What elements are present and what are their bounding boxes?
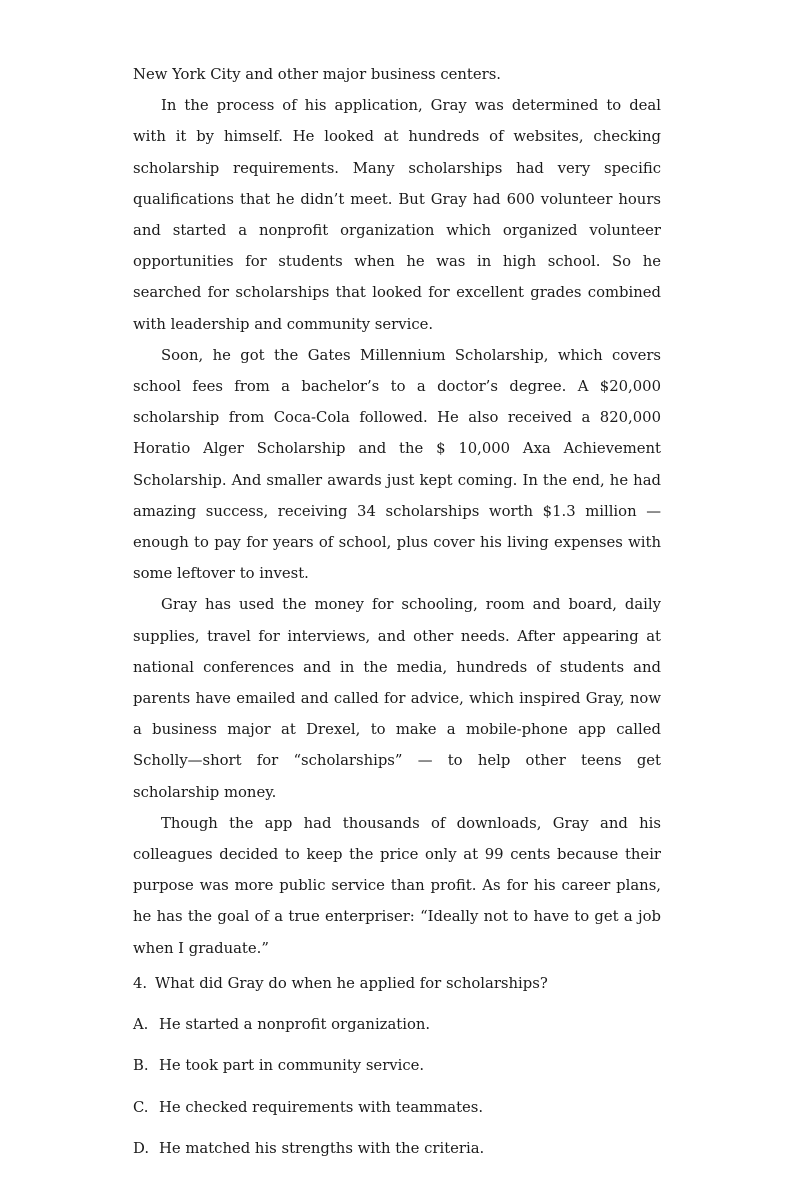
passage-paragraph-1: New York City and other major business centers. [133,66,501,83]
option-text: He matched his strengths with the criteria. [159,1140,485,1158]
passage-paragraph-4: Gray has used the money for schooling, room and board, daily supplies, travel for interviews, and other needs. After appearing at national conferences and in the media, hundreds of students and parents have emailed and called for advice, which inspired Gray, now a business major at Drexel, to make a mobile-phone app called Scholly—short for “scholarships” — to help other teens get scholarship money. [133,596,661,801]
question-stem [133,970,661,998]
option-c [133,1094,661,1122]
reading-passage [133,59,661,964]
option-text: He checked requirements with teammates. [159,1098,484,1116]
option-text: He started a nonprofit organization. [159,1015,431,1033]
question-number: 4. [133,974,148,992]
passage-paragraph-5: Though the app had thousands of downloads, Gray and his colleagues decided to keep the price only at 99 cents because their purpose was more public service than profit. As for his career plans, he has the goal of a true enterpriser: “Ideally not to have to get a job when I graduate.” [133,814,661,957]
answer-options [133,1011,661,1164]
question-text: What did Gray do when he applied for scholarships? [155,974,548,992]
passage-paragraph-2: In the process of his application, Gray was determined to deal with it by himself. He looked at hundreds of websites, checking scholarship requirements. Many scholarships had very specific qualifications that he didn’t meet. But Gray had 600 volunteer hours and started a nonprofit organization which organized volunteer opportunities for students when he was in high school. So he searched for scholarships that looked for excellent grades combined with leadership and community service. [133,97,661,333]
option-letter: D. [133,1140,150,1158]
option-letter: C. [133,1098,149,1116]
option-a [133,1011,661,1039]
option-d [133,1135,661,1163]
option-b [133,1052,661,1080]
passage-paragraph-3: Soon, he got the Gates Millennium Scholarship, which covers school fees from a bachelor’s to a doctor’s degree. A $20,000 scholarship from Coca-Cola followed. He also received a 820,000 Horatio Alger Scholarship and the $ 10,000 Axa Achievement Scholarship. And smaller awards just kept coming. In the end, he had amazing success, receiving 34 scholarships worth $1.3 million — enough to pay for years of school, plus cover his living expenses with some leftover to invest. [133,346,661,583]
option-letter: B. [133,1057,149,1075]
option-letter: A. [133,1015,149,1033]
document-page [133,59,661,1177]
option-text: He took part in community service. [159,1057,425,1075]
